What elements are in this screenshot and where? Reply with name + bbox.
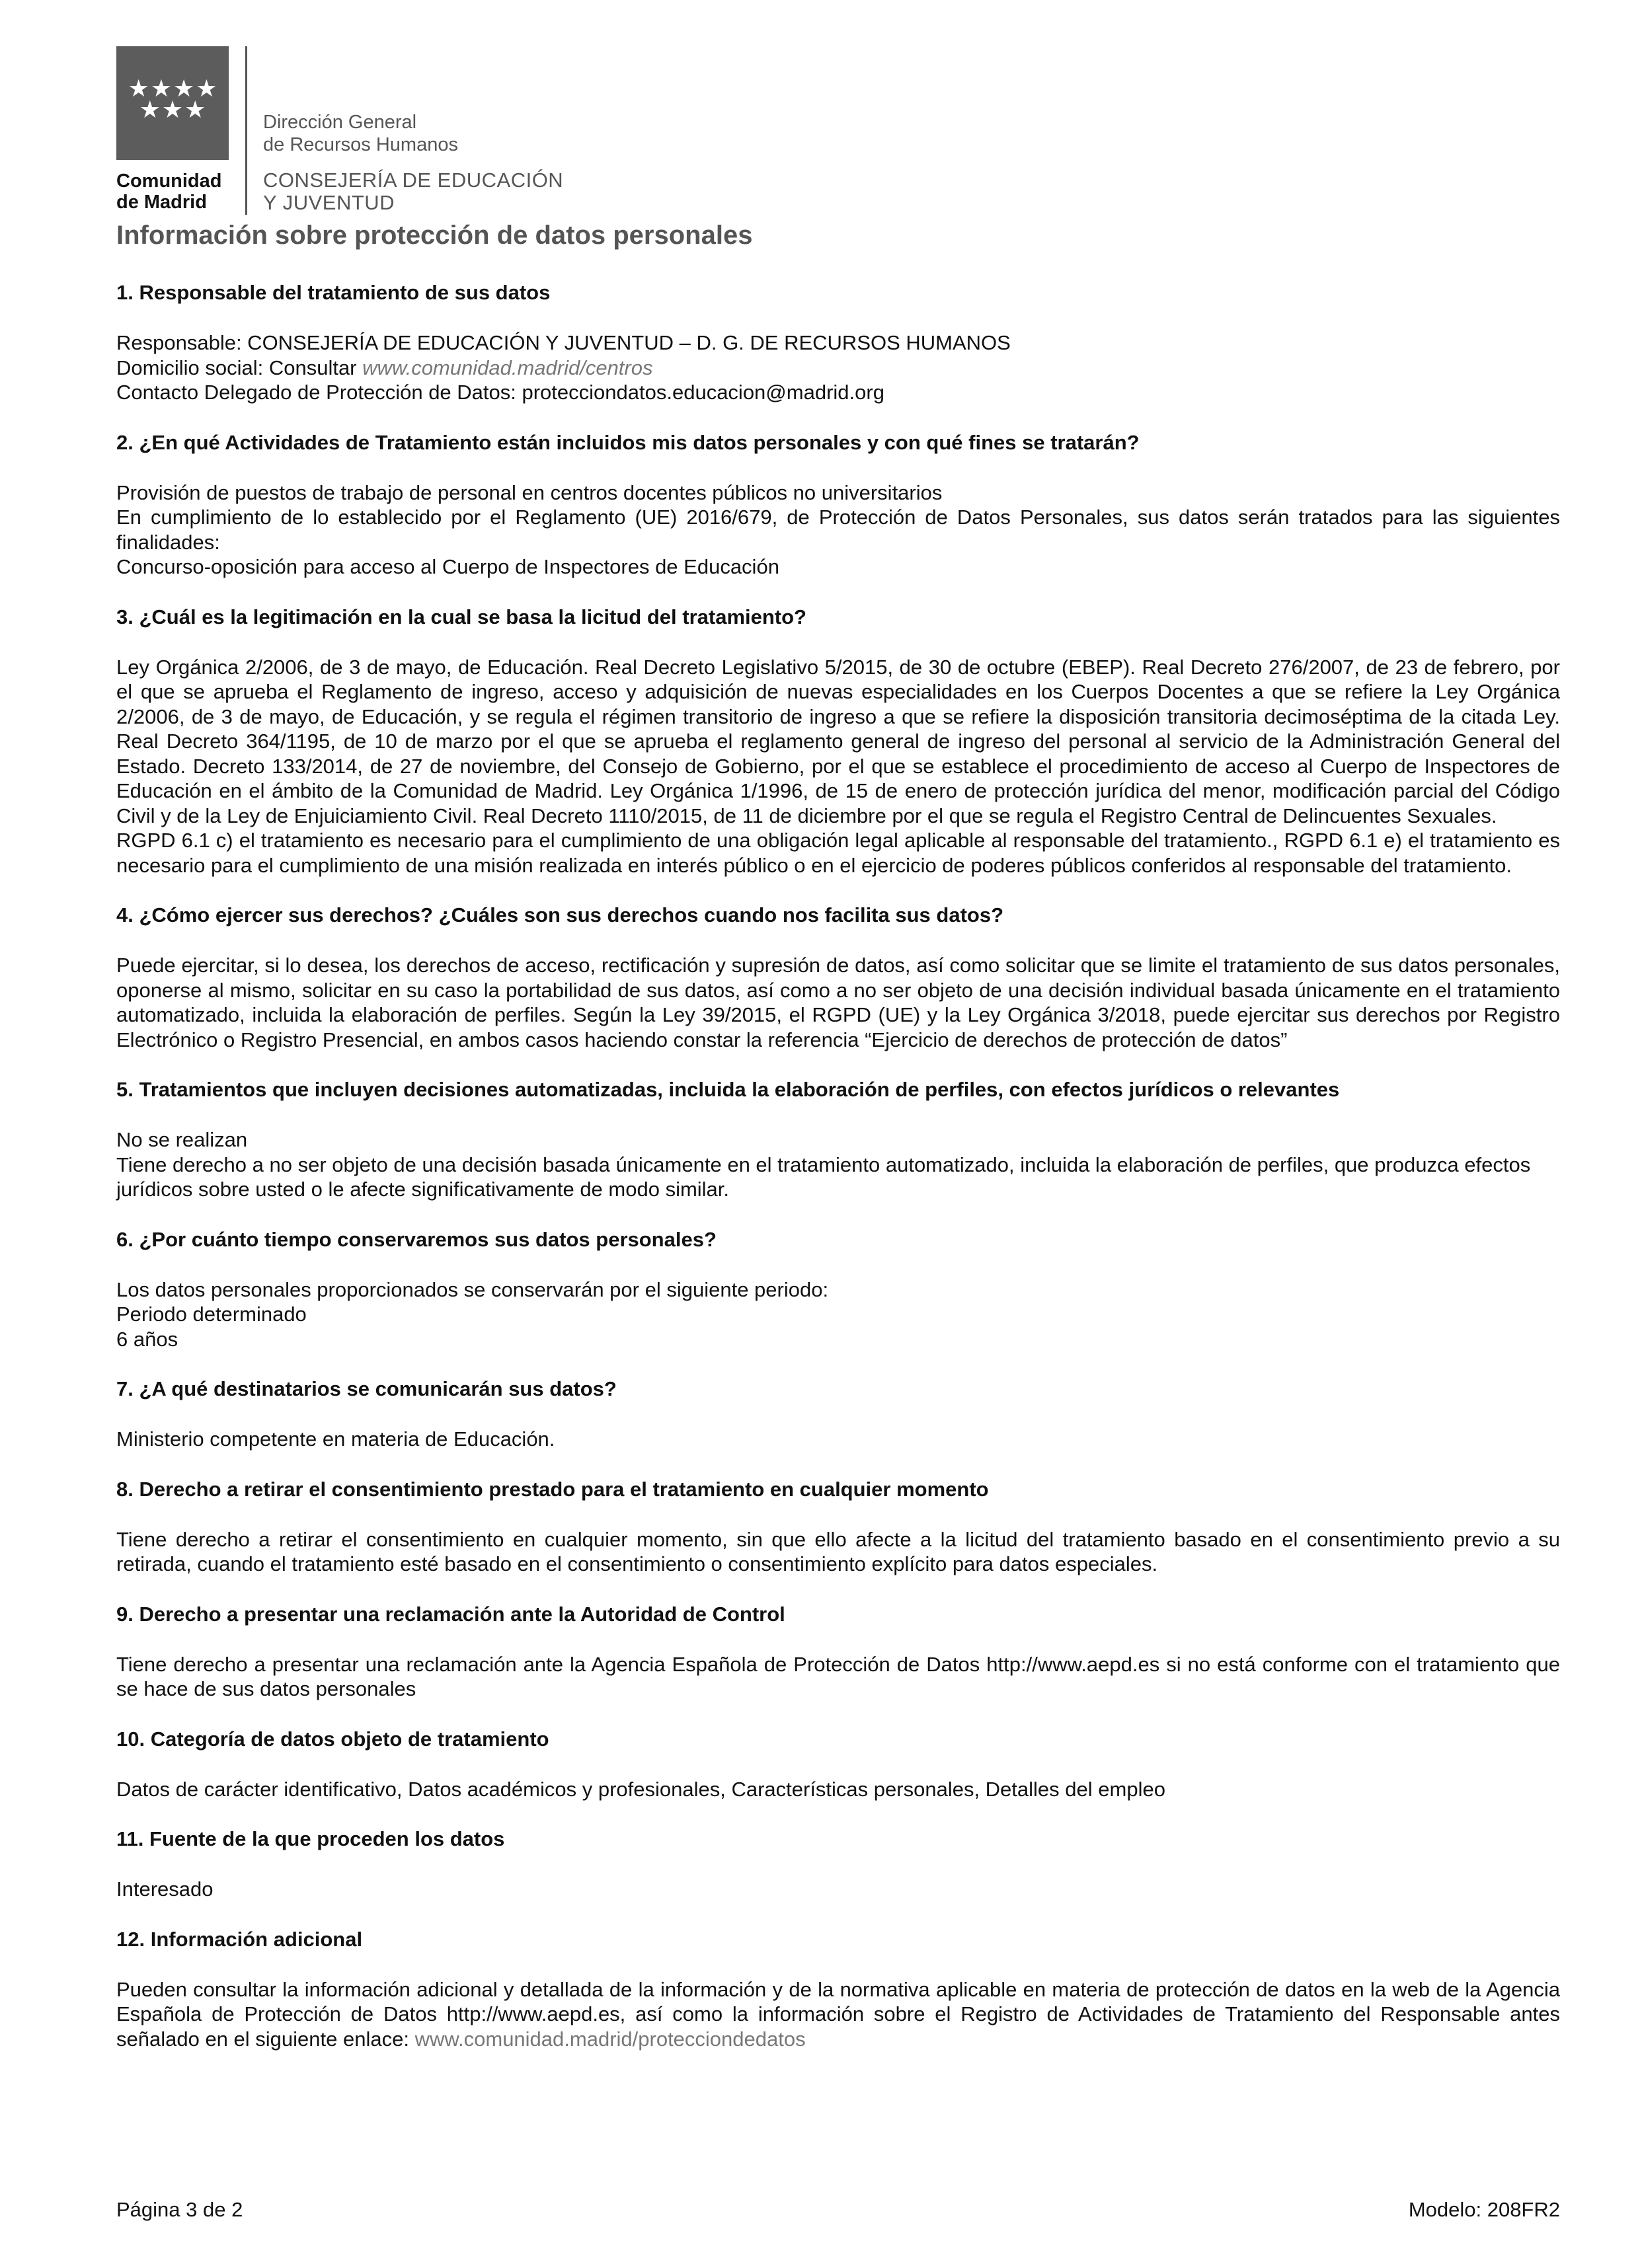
section-heading: 1. Responsable del tratamiento de sus datos: [116, 281, 551, 304]
paragraph: Interesado: [116, 1877, 214, 1901]
info-text: Pueden consultar la información adicional y detallada de la información y de la normativa aplicable en materia de protección de datos en la web de la Agencia Española de Protección de Datos http://www.aepd.es, así como la información sobre el Registro de Actividades de Tratamiento del Responsable antes señalado en el siguiente enlace:: [116, 1977, 1560, 2051]
section-7: [116, 1377, 1560, 1452]
org-line-2: de Recursos Humanos: [263, 134, 458, 155]
paragraph: Puede ejercitar, si lo desea, los derechos de acceso, rectificación y supresión de datos, así como solicitar que se limite el tratamiento de sus datos personales, oponerse al mismo, solicitar en su caso la portabilidad de sus datos, así como a no ser objeto de una decisión individual basada únicamente en el tratamiento automatizado, incluida la elaboración de perfiles. Según la Ley 39/2015, el RGPD (UE) y la Ley Orgánica 3/2018, puede ejercitar sus derechos por Registro Electrónico o Registro Presencial, en ambos casos haciendo constar la referencia “Ejercicio de derechos de protección de datos”: [116, 954, 1560, 1051]
centros-link[interactable]: www.comunidad.madrid/centros: [362, 356, 653, 379]
section-heading: 4. ¿Cómo ejercer sus derechos? ¿Cuáles son sus derechos cuando nos facilita sus datos?: [116, 903, 1004, 926]
paragraph: No se realizan: [116, 1128, 248, 1151]
paragraph: Tiene derecho a no ser objeto de una decisión basada únicamente en el tratamiento automatizado, incluida la elaboración de perfiles, que produzca efectos jurídicos sobre usted o le afecte significativamente de modo similar.: [116, 1153, 1531, 1201]
section-heading: 12. Información adicional: [116, 1927, 363, 1951]
section-heading: 2. ¿En qué Actividades de Tratamiento están incluidos mis datos personales y con qué fines se tratarán?: [116, 430, 1140, 454]
domicilio-label: Domicilio social: Consultar: [116, 356, 363, 379]
logo-text-line1: Comunidad: [116, 170, 222, 192]
paragraph: Tiene derecho a presentar una reclamación ante la Agencia Española de Protección de Datos http://www.aepd.es si no está conforme con el tratamiento que se hace de sus datos personales: [116, 1652, 1560, 1700]
org-line-4: Y JUVENTUD: [263, 191, 395, 214]
section-heading: 7. ¿A qué destinatarios se comunicarán sus datos?: [116, 1377, 617, 1400]
section-10: [116, 1727, 1560, 1802]
section-heading: 6. ¿Por cuánto tiempo conservaremos sus datos personales?: [116, 1227, 717, 1251]
section-heading: 10. Categoría de datos objeto de tratamiento: [116, 1727, 549, 1751]
section-12: [116, 1927, 1560, 2052]
organization-info: [263, 111, 563, 214]
document-title: Información sobre protección de datos personales: [116, 221, 753, 250]
section-heading: 3. ¿Cuál es la legitimación en la cual se basa la licitud del tratamiento?: [116, 605, 806, 628]
org-line-1: Dirección General: [263, 112, 417, 133]
paragraph: Provisión de puestos de trabajo de personal en centros docentes públicos no universitarios: [116, 480, 943, 504]
paragraph: Ministerio competente en materia de Educación.: [116, 1427, 555, 1451]
org-line-3: CONSEJERÍA DE EDUCACIÓN: [263, 169, 564, 192]
responsable-line: Responsable: CONSEJERÍA DE EDUCACIÓN Y JUVENTUD – D. G. DE RECURSOS HUMANOS: [116, 331, 1011, 354]
comunidad-madrid-logo: [116, 46, 229, 213]
section-heading: 5. Tratamientos que incluyen decisiones automatizadas, incluida la elaboración de perfiles, con efectos jurídicos o relevantes: [116, 1078, 1340, 1101]
protecciondedatos-link[interactable]: www.comunidad.madrid/protecciondedatos: [414, 2027, 806, 2051]
section-5: [116, 1077, 1560, 1202]
paragraph: Los datos personales proporcionados se conservarán por el siguiente periodo:: [116, 1277, 829, 1301]
document-content: [116, 280, 1560, 2076]
section-1: [116, 280, 1560, 405]
logo-flag: [116, 46, 229, 160]
paragraph: Concurso-oposición para acceso al Cuerpo de Inspectores de Educación: [116, 555, 779, 578]
section-6: [116, 1227, 1560, 1352]
section-heading: 9. Derecho a presentar una reclamación ante la Autoridad de Control: [116, 1602, 785, 1626]
paragraph: Tiene derecho a retirar el consentimiento en cualquier momento, sin que ello afecte a la licitud del tratamiento basado en el consentimiento previo a su retirada, cuando el tratamiento esté basado en el consentimiento o consentimiento explícito para datos especiales.: [116, 1527, 1560, 1575]
section-9: [116, 1602, 1560, 1702]
logo-text-line2: de Madrid: [116, 192, 207, 213]
paragraph: Ley Orgánica 2/2006, de 3 de mayo, de Educación. Real Decreto Legislativo 5/2015, de 30 de octubre (EBEP). Real Decreto 276/2007, de 23 de febrero, por el que se aprueba el Reglamento de ingreso, acceso y adquisición de nuevas especialidades en los Cuerpos Docentes a que se refiere la Ley Orgánica 2/2006, de 3 de mayo, de Educación, y se regula el régimen transitorio de ingreso a que se refiere la disposición transitoria decimoséptima de la citada Ley. Real Decreto 364/1195, de 10 de marzo por el que se aprueba el reglamento general de ingreso del personal al servicio de la Administración General del Estado. Decreto 133/2014, de 27 de noviembre, del Consejo de Gobierno, por el que se establece el procedimiento de acceso al Cuerpo de Inspectores de Educación en el ámbito de la Comunidad de Madrid. Ley Orgánica 1/1996, de 15 de enero de protección jurídica del menor, modificación parcial del Código Civil y de la Ley de Enjuiciamiento Civil. Real Decreto 1110/2015, de 11 de diciembre por el que se regula el Registro Central de Delincuentes Sexuales.: [116, 655, 1560, 827]
section-heading: 8. Derecho a retirar el consentimiento prestado para el tratamiento en cualquier momento: [116, 1477, 989, 1501]
section-2: [116, 430, 1560, 580]
section-8: [116, 1477, 1560, 1577]
section-heading: 11. Fuente de la que proceden los datos: [116, 1827, 505, 1850]
section-11: [116, 1827, 1560, 1902]
page-number: Página 3 de 2: [116, 2198, 243, 2221]
header-divider: [245, 46, 247, 215]
section-3: [116, 605, 1560, 878]
logo-text: [116, 170, 229, 213]
paragraph: 6 años: [116, 1327, 178, 1351]
contacto-line: Contacto Delegado de Protección de Datos: protecciondatos.educacion@madrid.org: [116, 381, 884, 404]
paragraph: En cumplimiento de lo establecido por el Reglamento (UE) 2016/679, de Protección de Datos Personales, sus datos serán tratados para las siguientes finalidades:: [116, 506, 1560, 554]
domicilio-line: [116, 356, 1560, 381]
paragraph: Datos de carácter identificativo, Datos académicos y profesionales, Características personales, Detalles del empleo: [116, 1777, 1165, 1801]
paragraph: [116, 1977, 1560, 2052]
paragraph: Periodo determinado: [116, 1303, 307, 1326]
paragraph: RGPD 6.1 c) el tratamiento es necesario para el cumplimiento de una obligación legal aplicable al responsable del tratamiento., RGPD 6.1 e) el tratamiento es necesario para el cumplimiento de una misión realizada en interés público o en el ejercicio de poderes públicos conferidos al responsable del tratamiento.: [116, 829, 1560, 877]
stars-icon: ★★★★ ★★★: [128, 75, 219, 123]
section-4: [116, 903, 1560, 1052]
model-code: Modelo: 208FR2: [1408, 2198, 1560, 2221]
